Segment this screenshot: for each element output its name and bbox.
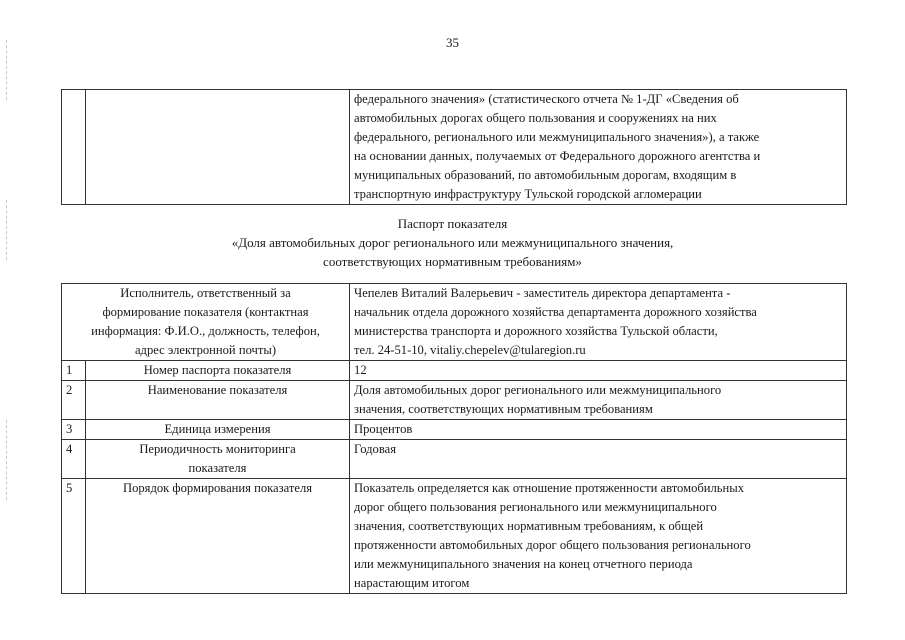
text-line: протяженности автомобильных дорог общего пользования регионального xyxy=(354,538,751,552)
table-row xyxy=(62,361,847,381)
text-line: Доля автомобильных дорог регионального или межмуниципального xyxy=(354,383,722,397)
row-label xyxy=(86,420,350,440)
text-line: Чепелев Виталий Валерьевич - заместитель директора департамента - xyxy=(354,286,731,300)
row-value xyxy=(350,361,847,381)
text-line: Единица измерения xyxy=(164,422,271,436)
text-line: показателя xyxy=(188,461,247,475)
text-line: Исполнитель, ответственный за xyxy=(120,286,291,300)
text-line: федерального, регионального или межмуниципального значения»), а также xyxy=(354,130,760,144)
row-value xyxy=(350,479,847,594)
text-line: адрес электронной почты) xyxy=(134,343,277,357)
binding-margin-mark xyxy=(6,40,8,100)
text-line: министерства транспорта и дорожного хозяйства Тульской области, xyxy=(354,324,718,338)
executor-value-cell xyxy=(350,284,847,361)
passport-title: Паспорт показателя xyxy=(397,216,508,231)
table-row xyxy=(62,479,847,594)
table-row xyxy=(62,440,847,479)
row-number: 4 xyxy=(62,440,86,479)
text-line: дорог общего пользования регионального или межмуниципального xyxy=(354,500,717,514)
text-line: значения, соответствующих нормативным требованиям xyxy=(354,402,653,416)
text-line: транспортную инфраструктуру Тульской городской агломерации xyxy=(354,187,702,201)
number-cell xyxy=(62,90,86,205)
table-row xyxy=(62,420,847,440)
passport-table xyxy=(61,283,847,594)
text-line: формирование показателя (контактная xyxy=(102,305,309,319)
text-line: федерального значения» (статистического отчета № 1-ДГ «Сведения об xyxy=(354,92,739,106)
row-label xyxy=(86,361,350,381)
row-value xyxy=(350,440,847,479)
text-line: значения, соответствующих нормативным требованиям, к общей xyxy=(354,519,704,533)
text-line: начальник отдела дорожного хозяйства департамента дорожного хозяйства xyxy=(354,305,757,319)
page-number: 35 xyxy=(446,35,459,50)
text-line: Годовая xyxy=(354,442,396,456)
row-label xyxy=(86,381,350,420)
text-line: автомобильных дорогах общего пользования и сооружениях на них xyxy=(354,111,717,125)
row-number: 2 xyxy=(62,381,86,420)
text-line: Периодичность мониторинга xyxy=(139,442,296,456)
table-row xyxy=(62,284,847,361)
text-line: или межмуниципального значения на конец отчетного периода xyxy=(354,557,693,571)
text-line: тел. 24-51-10, vitaliy.chepelev@tularegion.ru xyxy=(354,343,586,357)
text-line: Наименование показателя xyxy=(147,383,288,397)
text-line: муниципальных образований, по автомобильным дорогам, входящим в xyxy=(354,168,737,182)
text-line: на основании данных, получаемых от Федерального дорожного агентства и xyxy=(354,149,761,163)
text-line: Показатель определяется как отношение протяженности автомобильных xyxy=(354,481,745,495)
value-cell xyxy=(350,90,847,205)
text-line: Порядок формирования показателя xyxy=(122,481,313,495)
text-line: информация: Ф.И.О., должность, телефон, xyxy=(91,324,320,338)
text-line: нарастающим итогом xyxy=(354,576,470,590)
text-line: 12 xyxy=(354,363,367,377)
text-line: Номер паспорта показателя xyxy=(143,363,292,377)
row-number: 3 xyxy=(62,420,86,440)
text-line: Процентов xyxy=(354,422,413,436)
binding-margin-mark xyxy=(6,420,8,500)
label-cell xyxy=(86,90,350,205)
executor-label-cell xyxy=(62,284,350,361)
row-number: 1 xyxy=(62,361,86,381)
row-label xyxy=(86,479,350,594)
continuation-table xyxy=(61,89,847,205)
table-row xyxy=(62,381,847,420)
passport-subtitle: «Доля автомобильных дорог регионального или межмуниципального значения, xyxy=(231,235,674,250)
row-number: 5 xyxy=(62,479,86,594)
row-value xyxy=(350,420,847,440)
passport-subtitle-continued: соответствующих нормативным требованиям» xyxy=(323,254,582,269)
row-value xyxy=(350,381,847,420)
row-label xyxy=(86,440,350,479)
table-row xyxy=(62,90,847,205)
